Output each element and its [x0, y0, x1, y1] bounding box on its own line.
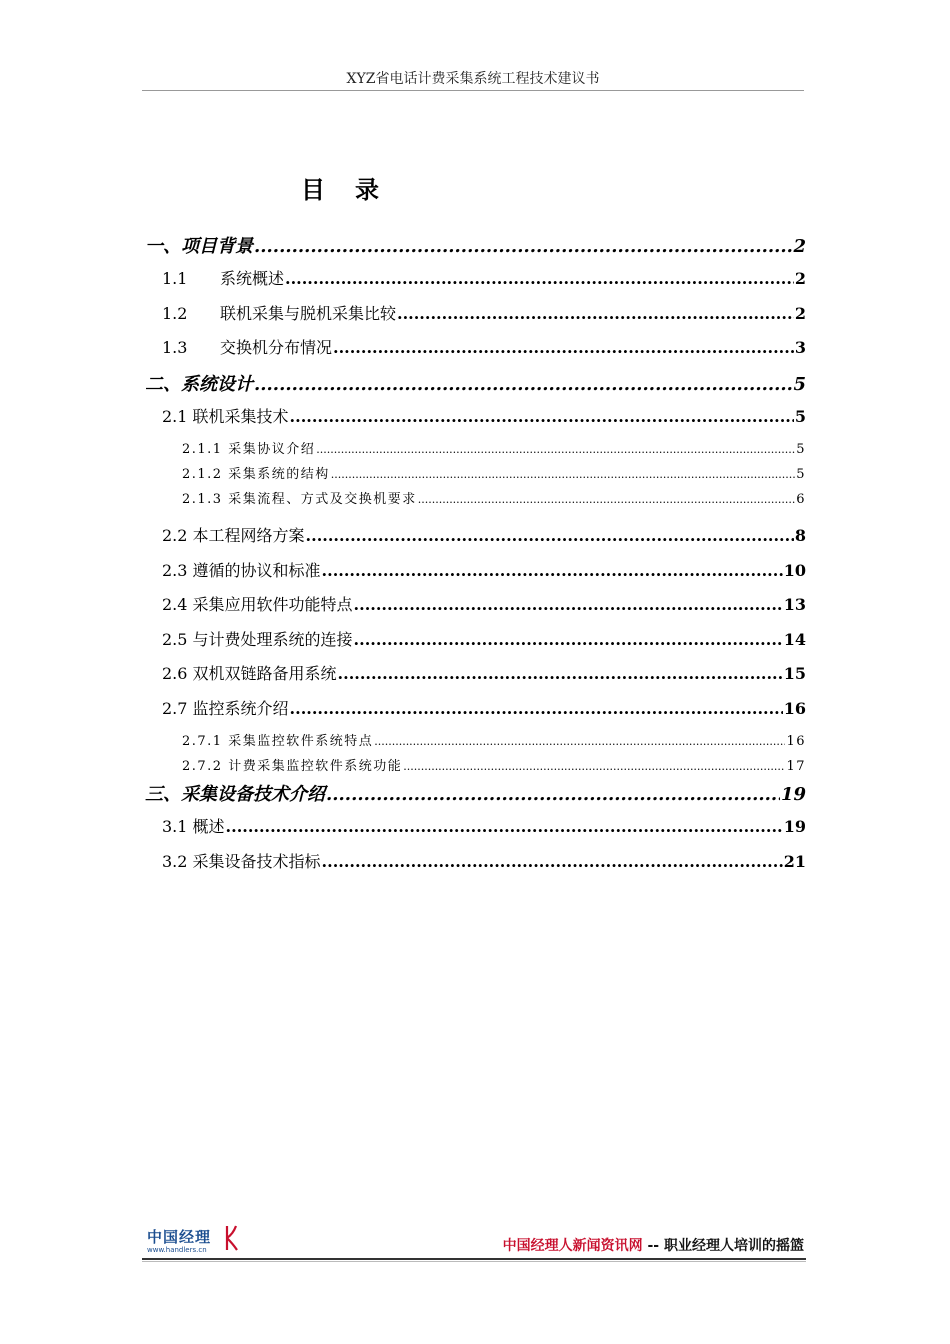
toc-page-number: 14 [783, 629, 806, 649]
toc-page-number: 21 [783, 851, 806, 871]
toc-leader-dots [354, 630, 783, 649]
slogan-tagline: -- 职业经理人培训的摇篮 [642, 1238, 804, 1254]
toc-entry-label: 2.2 本工程网络方案 [162, 526, 305, 545]
toc-page-number: 16 [786, 734, 806, 749]
toc-entry-label: 2.3 遵循的协议和标准 [162, 560, 321, 580]
logo-url: www.handlers.cn [147, 1246, 207, 1254]
toc-leader-dots [254, 236, 792, 257]
toc-entry-label: 3.1 概述 [162, 817, 225, 836]
toc-leader-dots [418, 492, 796, 507]
toc-leader-dots [306, 526, 794, 545]
toc-entry-label: 2.5 与计费处理系统的连接 [162, 629, 353, 649]
toc-entry-level-2[interactable] [142, 814, 806, 849]
toc-leader-dots [374, 734, 785, 749]
toc-leader-dots [290, 407, 794, 426]
toc-page-number: 5 [793, 373, 806, 395]
toc-entry-level-1[interactable] [142, 780, 806, 814]
toc-page-number: 15 [783, 664, 806, 683]
toc-entry-label: 2.7.2 计费采集监控软件系统功能 [182, 759, 403, 774]
toc-entry-level-1[interactable] [142, 232, 806, 266]
toc-leader-dots [316, 442, 795, 457]
toc-page-number: 5 [794, 406, 806, 426]
toc-leader-dots [403, 759, 785, 774]
toc-entry-level-2[interactable] [142, 627, 806, 662]
toc-page-number: 13 [783, 595, 806, 614]
table-of-contents [142, 232, 806, 883]
toc-entry-label [162, 335, 332, 358]
toc-entry-level-2[interactable] [142, 558, 806, 593]
toc-entry-label [162, 301, 396, 324]
toc-entry-level-3[interactable] [142, 438, 806, 463]
toc-entry-label: 三、采集设备技术介绍 [145, 784, 325, 805]
toc-leader-dots [397, 304, 794, 323]
toc-entry-label: 3.2 采集设备技术指标 [162, 851, 321, 871]
toc-leader-dots [254, 374, 792, 395]
toc-page-number: 5 [796, 467, 806, 482]
toc-leader-dots [326, 784, 780, 805]
toc-leader-dots [338, 664, 783, 683]
toc-leader-dots [331, 467, 796, 482]
toc-leader-dots [333, 338, 794, 357]
toc-entry-text: 交换机分布情况 [220, 338, 333, 357]
toc-entry-level-3[interactable] [142, 755, 806, 780]
toc-entry-label: 2.1 联机采集技术 [162, 406, 289, 426]
toc-entry-label: 2.4 采集应用软件功能特点 [162, 595, 353, 614]
toc-entry-label [162, 266, 284, 289]
toc-entry-label: 2.1.1 采集协议介绍 [182, 442, 316, 457]
toc-leader-dots [322, 852, 783, 871]
footer-divider-thin [142, 1261, 806, 1262]
toc-entry-number: 1.3 [162, 338, 188, 357]
toc-entry-level-1[interactable] [142, 370, 806, 404]
toc-entry-level-2[interactable] [142, 301, 806, 336]
toc-leader-dots [226, 817, 783, 836]
toc-entry-level-3[interactable] [142, 488, 806, 513]
footer-divider [142, 1258, 806, 1260]
toc-page-number: 5 [796, 442, 806, 457]
toc-leader-dots [290, 699, 783, 718]
toc-entry-level-2[interactable] [142, 266, 806, 301]
toc-page-number: 2 [793, 236, 806, 257]
page-header: XYZ省电话计费采集系统工程技术建议书 [346, 71, 600, 87]
toc-entry-label: 2.1.2 采集系统的结构 [182, 467, 330, 482]
toc-page-number: 17 [786, 759, 806, 774]
toc-entry-level-2[interactable] [142, 592, 806, 627]
toc-page-number: 2 [794, 269, 806, 288]
toc-page-number: 10 [783, 560, 806, 580]
toc-spacer [142, 513, 806, 523]
toc-leader-dots [285, 269, 794, 288]
toc-page-number: 19 [783, 817, 806, 836]
toc-leader-dots [354, 595, 783, 614]
footer-slogan [503, 1235, 804, 1255]
toc-leader-dots [322, 561, 783, 580]
header-divider [142, 90, 804, 91]
toc-title: 目录 [301, 175, 409, 204]
logo-mark-icon [223, 1224, 239, 1252]
toc-entry-text: 系统概述 [220, 269, 285, 288]
toc-entry-level-2[interactable] [142, 696, 806, 731]
toc-entry-label: 2.1.3 采集流程、方式及交换机要求 [182, 492, 417, 507]
slogan-site-name: 中国经理人新闻资讯网 [502, 1238, 643, 1254]
toc-page-number: 19 [780, 784, 806, 805]
toc-entry-text: 联机采集与脱机采集比较 [220, 303, 397, 323]
toc-entry-label: 二、系统设计 [145, 373, 253, 395]
toc-entry-level-2[interactable] [142, 523, 806, 558]
toc-entry-number: 1.1 [162, 269, 188, 288]
toc-page-number: 2 [794, 303, 806, 323]
toc-page-number: 8 [794, 526, 806, 545]
footer-logo [147, 1226, 247, 1256]
toc-page-number: 6 [796, 492, 806, 507]
toc-entry-level-2[interactable] [142, 661, 806, 696]
toc-entry-label: 2.6 双机双链路备用系统 [162, 664, 337, 683]
toc-entry-label: 2.7 监控系统介绍 [162, 698, 289, 718]
toc-page-number: 16 [783, 698, 806, 718]
toc-entry-label: 2.7.1 采集监控软件系统特点 [182, 734, 374, 749]
toc-entry-number: 1.2 [162, 303, 188, 323]
toc-page-number: 3 [794, 338, 806, 357]
toc-entry-level-3[interactable] [142, 730, 806, 755]
toc-entry-level-2[interactable] [142, 849, 806, 884]
toc-entry-level-3[interactable] [142, 463, 806, 488]
toc-entry-label: 一、项目背景 [145, 236, 253, 257]
toc-entry-level-2[interactable] [142, 335, 806, 370]
logo-text: 中国经理 [147, 1228, 212, 1246]
toc-entry-level-2[interactable] [142, 404, 806, 439]
